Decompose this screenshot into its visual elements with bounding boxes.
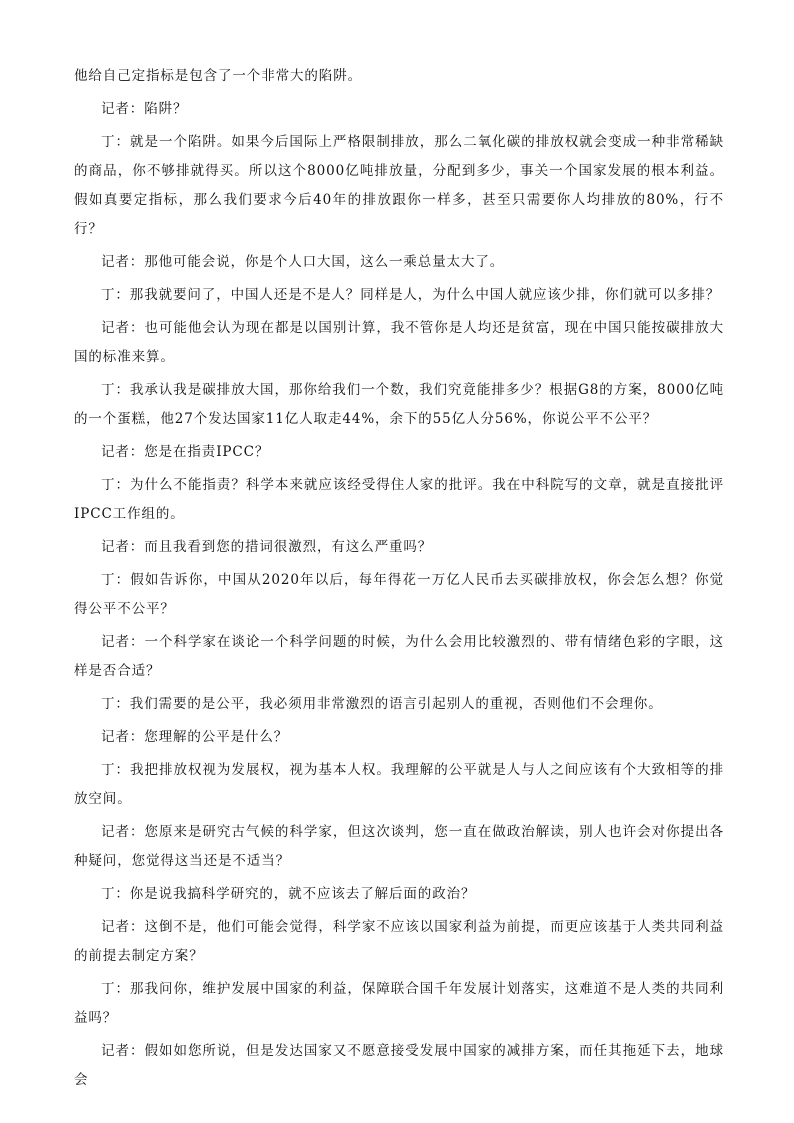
- paragraph: 记者：陷阱？: [101, 101, 188, 117]
- paragraph: 记者：您是在指责IPCC？: [101, 444, 270, 460]
- paragraph: 记者：这倒不是，他们可能会觉得，科学家不应该以国家利益为前提，而更应该基于人类共同利益的前提去制定方案？: [74, 919, 724, 964]
- paragraph: 丁：那我就要问了，中国人还是不是人？同样是人，为什么中国人就应该少排，你们就可以多排？: [101, 287, 721, 303]
- paragraph: 丁：我把排放权视为发展权，视为基本人权。我理解的公平就是人与人之间应该有个大致相等的排放空间。: [74, 762, 724, 807]
- paragraph: 他给自己定指标是包含了一个非常大的陷阱。: [74, 68, 362, 84]
- paragraph: 丁：就是一个陷阱。如果今后国际上严格限制排放，那么二氧化碳的排放权就会变成一种非常稀缺的商品，你不够排就得买。所以这个8000亿吨排放量，分配到多少，事关一个国家发展的根本利益。假如真要定指标，那么我们要求今后40年的排放跟你一样多，甚至只需要你人均排放的80%，行不行？: [74, 134, 724, 237]
- paragraph: 记者：您理解的公平是什么？: [101, 729, 289, 745]
- paragraph: 记者：您原来是研究古气候的科学家，但这次谈判，您一直在做政治解读，别人也许会对你提出各种疑问，您觉得这当还是不适当？: [74, 824, 724, 869]
- paragraph: 丁：那我问你，维护发展中国家的利益，保障联合国千年发展计划落实，这难道不是人类的共同利益吗？: [74, 981, 724, 1026]
- paragraph: 记者：而且我看到您的措词很激烈，有这么严重吗？: [101, 539, 433, 555]
- paragraph: 丁：为什么不能指责？科学本来就应该经受得住人家的批评。我在中科院写的文章，就是直接批评IPCC工作组的。: [74, 477, 724, 522]
- paragraph: 记者：也可能他会认为现在都是以国别计算，我不管你是人均还是贫富，现在中国只能按碳排放大国的标准来算。: [74, 320, 724, 365]
- paragraph: 记者：那他可能会说，你是个人口大国，这么一乘总量太大了。: [101, 254, 505, 270]
- document-page: [74, 62, 724, 1099]
- paragraph: 丁：我们需要的是公平，我必须用非常激烈的语言引起别人的重视，否则他们不会理你。: [101, 696, 663, 712]
- paragraph: 记者：假如如您所说，但是发达国家又不愿意接受发展中国家的减排方案，而任其拖延下去，地球会: [74, 1043, 724, 1088]
- paragraph: 丁：你是说我搞科学研究的，就不应该去了解后面的政治？: [101, 886, 476, 902]
- paragraph: 记者：一个科学家在谈论一个科学问题的时候，为什么会用比较激烈的、带有情绪色彩的字眼，这样是否合适？: [74, 634, 724, 679]
- paragraph: 丁：我承认我是碳排放大国，那你给我们一个数，我们究竟能排多少？根据G8的方案，8000亿吨的一个蛋糕，他27个发达国家11亿人取走44%，余下的55亿人分56%，你说公平不公平？: [74, 382, 724, 427]
- paragraph: 丁：假如告诉你，中国从2020年以后，每年得花一万亿人民币去买碳排放权，你会怎么想？你觉得公平不公平？: [74, 572, 724, 617]
